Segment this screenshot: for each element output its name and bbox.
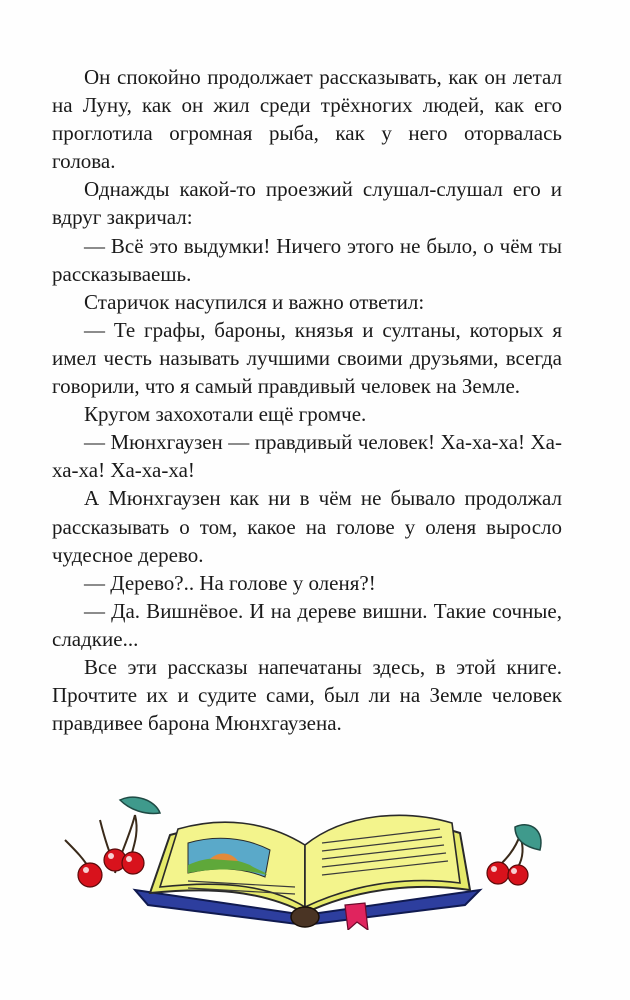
- paragraph-2: Однажды какой-то проезжий слушал-слушал его и вдруг закричал:: [52, 177, 562, 230]
- open-book-with-cherries-icon: [60, 795, 570, 930]
- paragraph-5: — Те графы, бароны, князья и султаны, которых я имел честь называть лучшими своими друзьями, всегда говорили, что я самый правдивый человек на Земле.: [52, 317, 562, 399]
- paragraph-4: Старичок насупился и важно ответил:: [84, 289, 425, 314]
- paragraph-8: А Мюнхгаузен как ни в чём не бывало продолжал рассказывать о том, какое на голове у оленя выросло чудесное дерево.: [52, 486, 562, 567]
- paragraph-7: — Мюнхгаузен — правдивый человек! Ха-ха-ха! Ха-ха-ха! Ха-ха-ха!: [52, 430, 562, 483]
- book-icon: [135, 815, 480, 930]
- paragraph-6: Кругом захохотали ещё громче.: [84, 402, 367, 427]
- left-cherries-icon: [65, 797, 160, 887]
- paragraph-9: — Дерево?.. На голове у оленя?!: [84, 570, 376, 595]
- paragraph-1: Он спокойно продолжает рассказывать, как он летал на Луну, как он жил среди трёхногих людей, как его проглотила огромная рыба, как у него оторвалась голова.: [52, 65, 562, 174]
- story-text: [52, 63, 562, 737]
- paragraph-11: Все эти рассказы напечатаны здесь, в этой книге. Прочтите их и судите сами, был ли на Земле человек правдивее барона Мюнхгаузена.: [52, 654, 562, 736]
- paragraph-3: — Всё это выдумки! Ничего этого не было, о чём ты рассказываешь.: [52, 233, 562, 286]
- right-cherries-icon: [487, 825, 541, 885]
- paragraph-10: — Да. Вишнёвое. И на дереве вишни. Такие сочные, сладкие...: [52, 598, 562, 651]
